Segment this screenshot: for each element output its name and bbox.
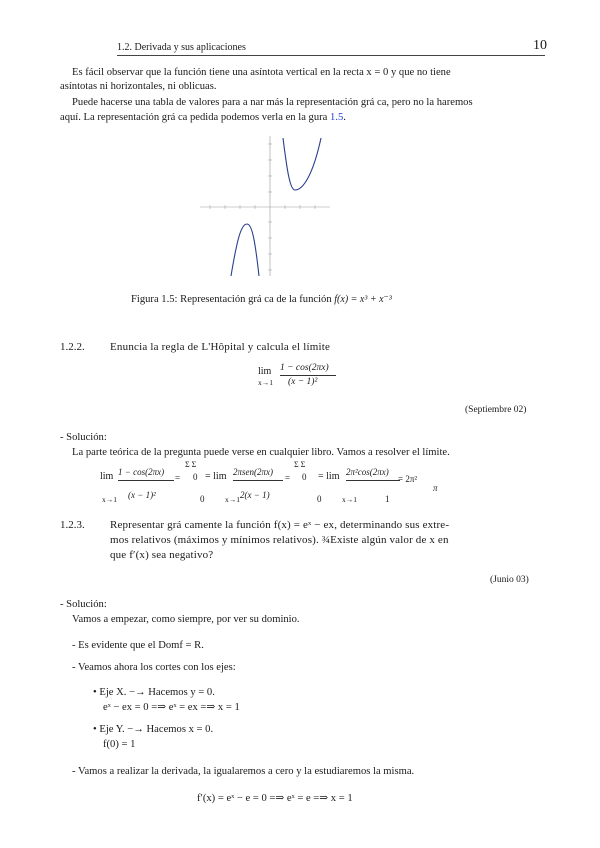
caption-text: Figura 1.5: Representación grá ca de la función bbox=[131, 294, 335, 305]
bullet-axis-x-result: eˣ − ex = 0 =⇒ eˣ = ex =⇒ x = 1 bbox=[103, 702, 240, 713]
limit-subscript: x→1 bbox=[258, 378, 273, 387]
running-header: 1.2. Derivada y sus aplicaciones bbox=[117, 42, 246, 53]
intro-line-3: Puede hacerse una tabla de valores para a nar más la representación grá ca, pero no la haremos bbox=[72, 97, 473, 108]
intro-text: aquí. La representación grá ca pedida podemos verla en la gura bbox=[60, 112, 331, 123]
solution-text-1: La parte teórica de la pregunta puede verse en cualquier libro. Vamos a resolver el límite. bbox=[72, 447, 450, 458]
chain-bar-3 bbox=[346, 480, 400, 481]
chain-result: = 2π² bbox=[398, 474, 418, 484]
function-graph bbox=[195, 130, 335, 280]
chain-zero-1: 0 bbox=[193, 472, 198, 482]
curve-left-branch bbox=[231, 224, 259, 276]
chain-pi: π bbox=[433, 483, 438, 493]
chain-eq-1: = bbox=[175, 473, 181, 483]
solution-label-1: - Solución: bbox=[60, 432, 107, 443]
chain-sub-3: x→1 bbox=[342, 495, 357, 504]
problem-date-1-2-3: (Junio 03) bbox=[490, 575, 529, 585]
chain-sub-2: x→1 bbox=[225, 495, 240, 504]
figure-reference-link[interactable]: 1.5 bbox=[330, 112, 344, 123]
bullet-axis-y: • Eje Y. −→ Hacemos x = 0. bbox=[93, 724, 214, 735]
chain-num-1: 1 − cos(2πx) bbox=[118, 467, 165, 477]
limit-denominator: (x − 1)² bbox=[288, 377, 318, 387]
chain-sigma-1: Σ Σ bbox=[185, 460, 197, 469]
solution-intro: Vamos a empezar, como siempre, por ver su dominio. bbox=[72, 614, 300, 625]
solution-item-domain: - Es evidente que el Domf = R. bbox=[72, 640, 204, 651]
chain-num-2: 2πsen(2πx) bbox=[233, 467, 274, 477]
chain-bar-1 bbox=[118, 480, 174, 481]
chain-bar-2 bbox=[233, 480, 283, 481]
chain-sub-1: x→1 bbox=[102, 495, 117, 504]
problem-date-1-2-2: (Septiembre 02) bbox=[465, 405, 527, 415]
intro-line-4 bbox=[60, 111, 346, 126]
chain-eq-3: = bbox=[285, 473, 291, 483]
problem-number-1-2-2: 1.2.2. bbox=[60, 341, 85, 353]
limit-word: lim bbox=[258, 366, 272, 377]
chain-zero-2: 0 bbox=[302, 472, 307, 482]
problem-line-1: Representar grá camente la función f(x) = eˣ − ex, determinando sus extre- bbox=[110, 519, 450, 531]
solution-label-2: - Solución: bbox=[60, 599, 107, 610]
figure-caption bbox=[131, 294, 392, 305]
caption-formula: f(x) = x³ + x⁻³ bbox=[334, 294, 392, 305]
problem-line-2: mos relativos (máximos y mínimos relativos). ¾Existe algún valor de x en bbox=[110, 534, 449, 546]
chain-zero-2b: 0 bbox=[317, 494, 322, 504]
solution-item-cuts: - Veamos ahora los cortes con los ejes: bbox=[72, 662, 236, 673]
page-number: 10 bbox=[533, 38, 547, 53]
chain-zero-1b: 0 bbox=[200, 494, 205, 504]
intro-line-1: Es fácil observar que la función tiene una asíntota vertical en la recta x = 0 y que no tiene bbox=[72, 67, 451, 78]
intro-line-2: asíntotas ni horizontales, ni oblicuas. bbox=[60, 81, 217, 92]
problem-line-3: que f′(x) sea negativo? bbox=[110, 549, 214, 561]
bullet-axis-x: • Eje X. −→ Hacemos y = 0. bbox=[93, 687, 215, 698]
intro-period: . bbox=[343, 112, 346, 123]
chain-lim-3: = lim bbox=[318, 471, 340, 482]
problem-number-1-2-3: 1.2.3. bbox=[60, 519, 85, 531]
chain-lim-1: lim bbox=[100, 471, 114, 482]
derivative-equation: f′(x) = eˣ − e = 0 =⇒ eˣ = e =⇒ x = 1 bbox=[197, 793, 353, 804]
chain-num-3: 2π²cos(2πx) bbox=[346, 467, 389, 477]
chain-den-3: 1 bbox=[385, 494, 390, 504]
chain-sigma-2: Σ Σ bbox=[294, 460, 306, 469]
limit-numerator: 1 − cos(2πx) bbox=[280, 363, 329, 373]
curve-right-branch bbox=[283, 138, 321, 190]
chain-lim-2: = lim bbox=[205, 471, 227, 482]
solution-item-derivative: - Vamos a realizar la derivada, la igualaremos a cero y la estudiaremos la misma. bbox=[72, 766, 415, 777]
header-rule bbox=[117, 55, 545, 56]
chain-den-2: 2(x − 1) bbox=[240, 490, 270, 500]
fraction-bar bbox=[280, 375, 336, 376]
chain-den-1: (x − 1)² bbox=[128, 490, 156, 500]
bullet-axis-y-result: f(0) = 1 bbox=[103, 739, 136, 750]
problem-statement-1-2-2: Enuncia la regla de L'Hôpital y calcula el límite bbox=[110, 341, 331, 353]
